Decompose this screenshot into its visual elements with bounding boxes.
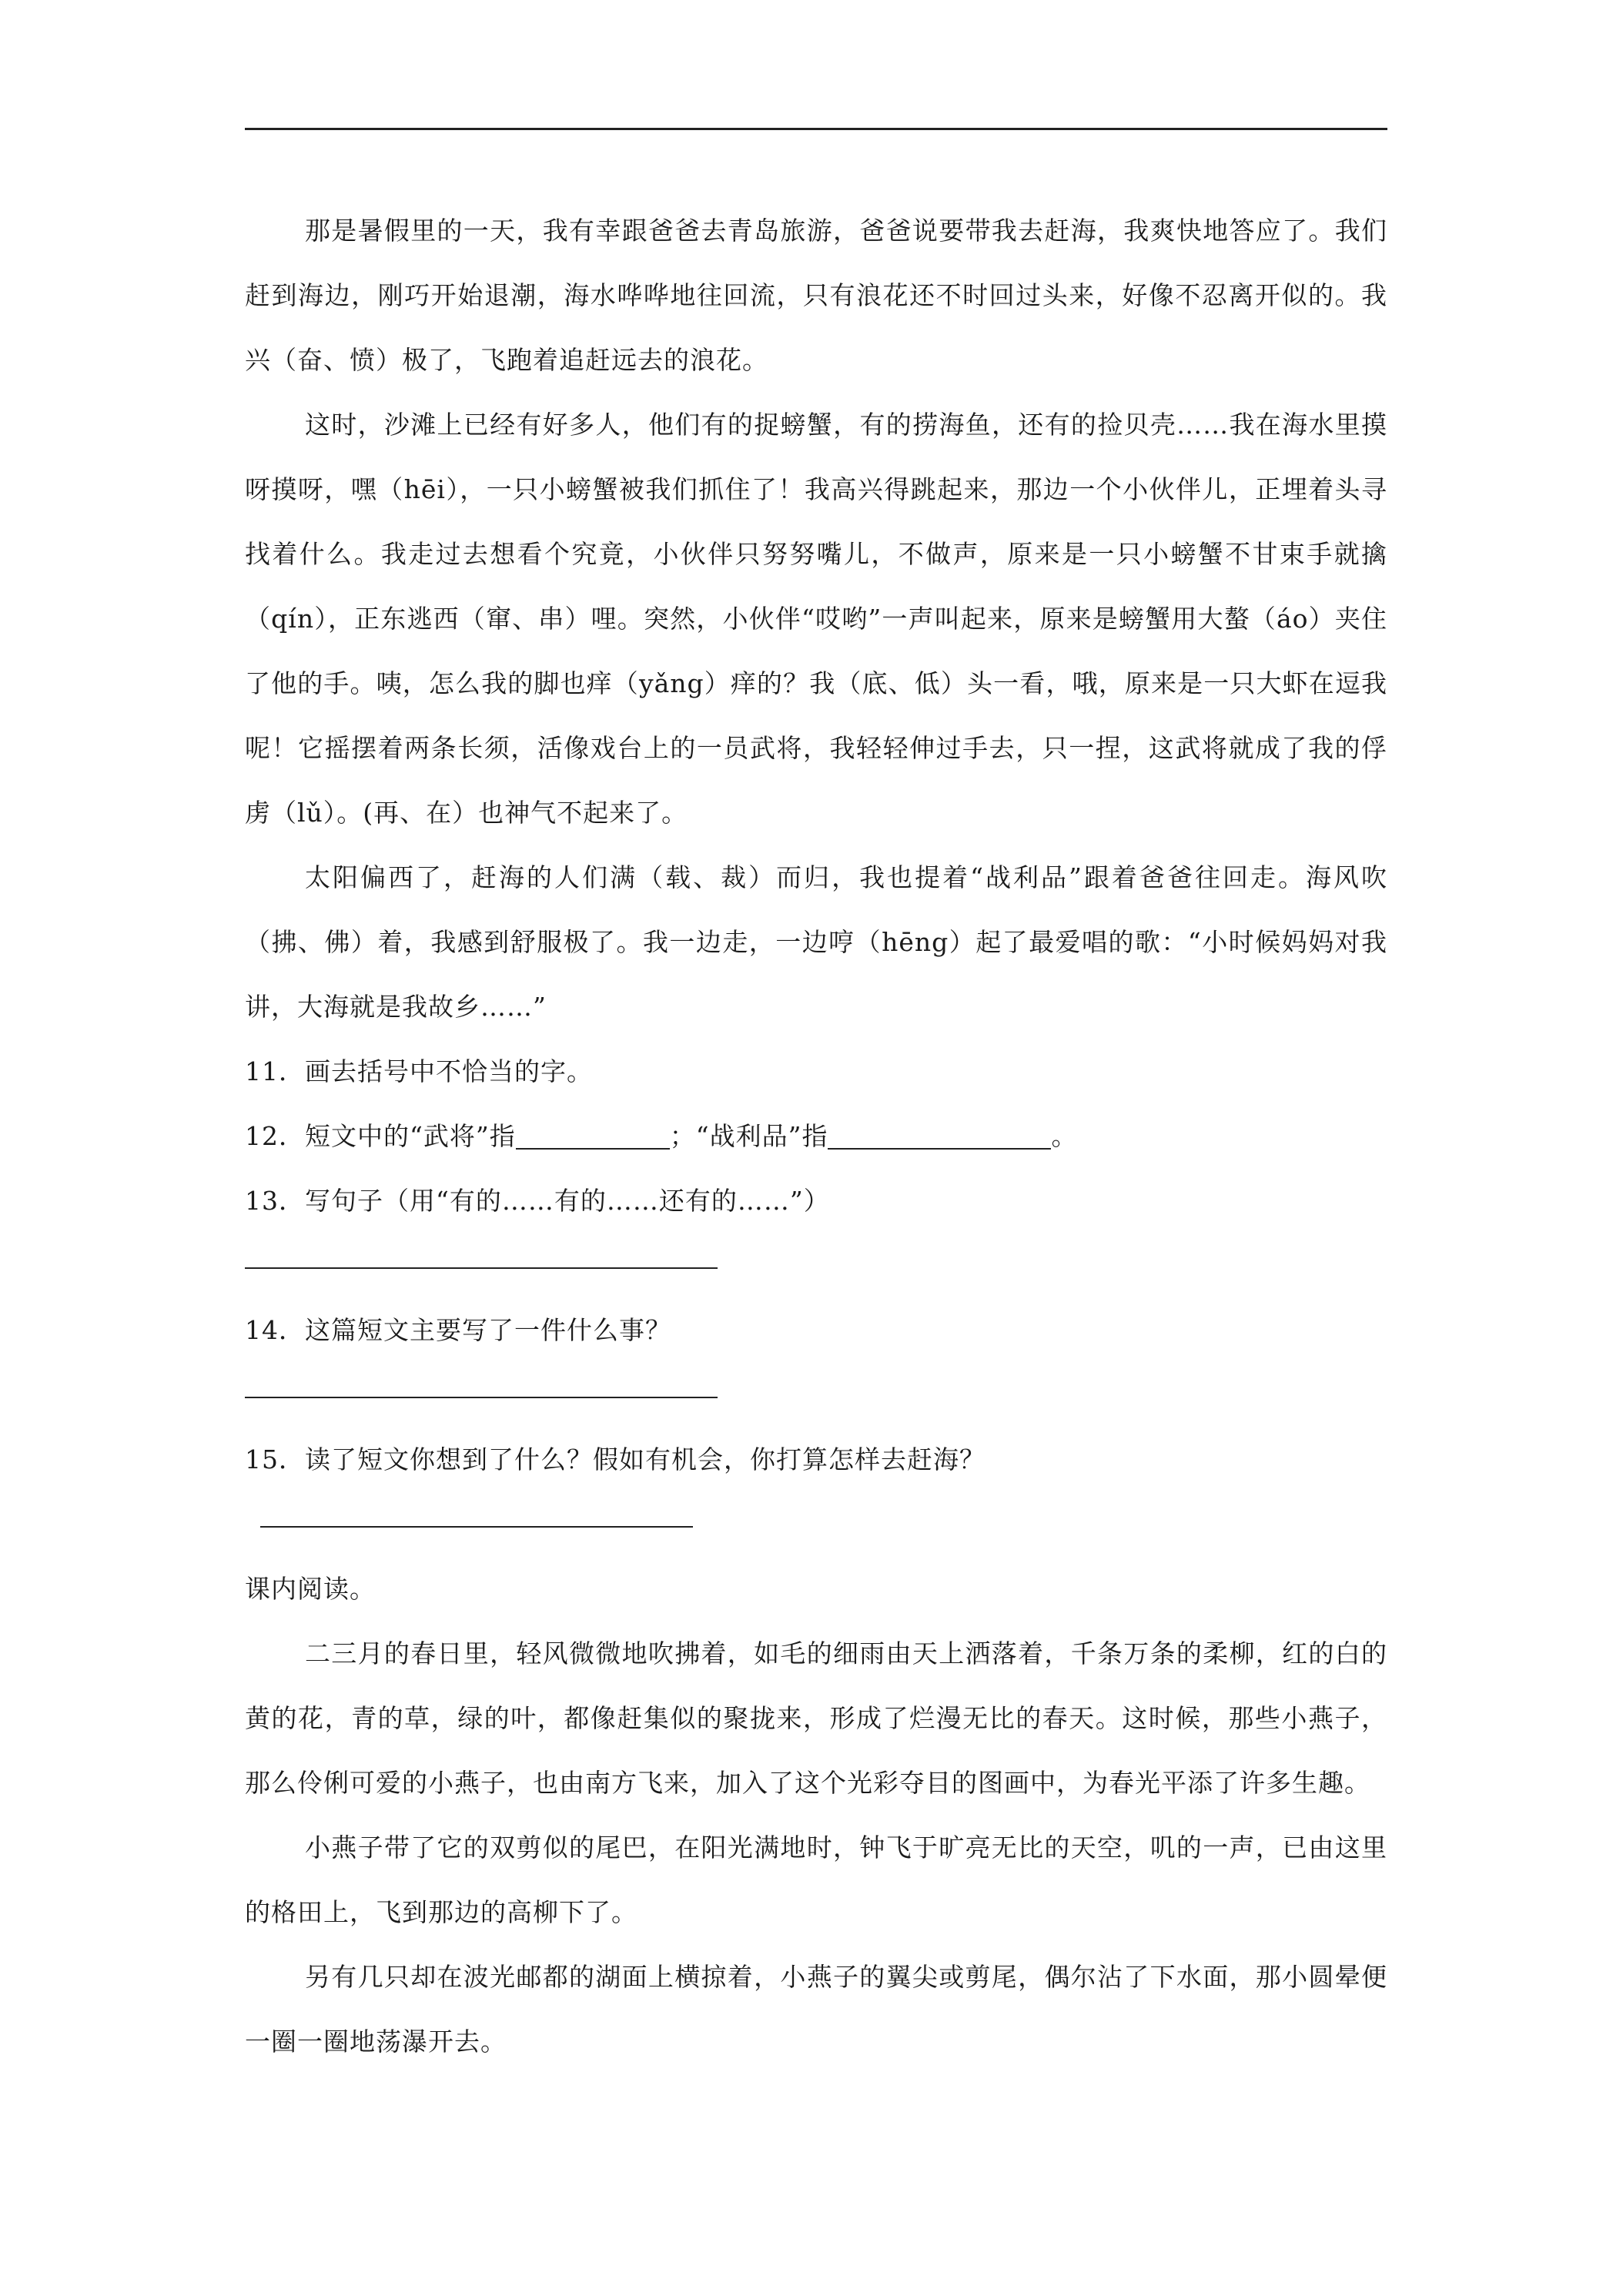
passage1-paragraph-1: 那是暑假里的一天，我有幸跟爸爸去青岛旅游，爸爸说要带我去赶海，我爽快地答应了。我们赶到海边，刚巧开始退潮，海水哗哗地往回流，只有浪花还不时回过头来，好像不忍离开似的。我兴（奋、愤）极了，飞跑着追赶远去的浪花。 (245, 216, 1387, 375)
answer-underline (260, 1526, 693, 1528)
question-12-blank-2[interactable] (828, 1125, 1051, 1150)
question-13-answer-line[interactable] (245, 1233, 1387, 1298)
passage2-paragraph-1: 二三月的春日里，轻风微微地吹拂着，如毛的细雨由天上洒落着，千条万条的柔柳，红的白的黄的花，青的草，绿的叶，都像赶集似的聚拢来，形成了烂漫无比的春天。这时候，那些小燕子，那么伶俐可爱的小燕子，也由南方飞来，加入了这个光彩夺目的图画中，为春光平添了许多生趣。 (245, 1638, 1387, 1798)
question-13: 13．写句子（用“有的……有的……还有的……”） (245, 1186, 830, 1216)
question-15-answer-line[interactable] (245, 1492, 1387, 1557)
passage1-paragraph-2: 这时，沙滩上已经有好多人，他们有的捉螃蟹，有的捞海鱼，还有的捡贝壳……我在海水里摸呀摸呀，嘿（hēi），一只小螃蟹被我们抓住了！我高兴得跳起来，那边一个小伙伴儿，正埋着头寻找着什么。我走过去想看个究竟，小伙伴只努努嘴儿，不做声，原来是一只小螃蟹不甘束手就擒（qín），正东逃西（窜、串）哩。突然，小伙伴“哎哟”一声叫起来，原来是螃蟹用大螯（áo）夹住了他的手。咦，怎么我的脚也痒（yǎng）痒的？我（底、低）头一看，哦，原来是一只大虾在逗我呢！它摇摆着两条长须，活像戏台上的一员武将，我轻轻伸过手去，只一捏，这武将就成了我的俘虏（lǔ）。(再、在）也神气不起来了。 (245, 410, 1387, 828)
passage2-paragraph-3: 另有几只却在波光邮都的湖面上横掠着，小燕子的翼尖或剪尾，偶尔沾了下水面，那小圆晕便一圈一圈地荡瀑开去。 (245, 1962, 1387, 2057)
question-14: 14．这篇短文主要写了一件什么事？ (245, 1315, 671, 1345)
question-12 (245, 1104, 1387, 1169)
question-12-text-a: 12．短文中的“武将”指 (245, 1121, 516, 1151)
question-12-text-end: 。 (1051, 1121, 1078, 1151)
passage1-paragraph-3: 太阳偏西了，赶海的人们满（载、裁）而归，我也提着“战利品”跟着爸爸往回走。海风吹（拂、佛）着，我感到舒服极了。我一边走，一边哼（hēng）起了最爱唱的歌：“小时候妈妈对我讲，大海就是我故乡……” (245, 862, 1387, 1022)
section-title: 课内阅读。 (245, 1574, 376, 1604)
question-12-text-b: ；“战利品”指 (669, 1121, 828, 1151)
answer-underline (245, 1397, 718, 1398)
passage2-paragraph-2: 小燕子带了它的双剪似的尾巴，在阳光满地时，钟飞于旷亮无比的天空，叽的一声，已由这里的格田上，飞到那边的高柳下了。 (245, 1832, 1387, 1927)
question-11: 11．画去括号中不恰当的字。 (245, 1056, 593, 1086)
page-body (245, 199, 1387, 2074)
question-15: 15．读了短文你想到了什么？假如有机会，你打算怎样去赶海？ (245, 1444, 986, 1474)
question-12-blank-1[interactable] (516, 1125, 670, 1150)
answer-underline (245, 1267, 718, 1269)
header-rule (245, 128, 1387, 130)
question-14-answer-line[interactable] (245, 1363, 1387, 1427)
